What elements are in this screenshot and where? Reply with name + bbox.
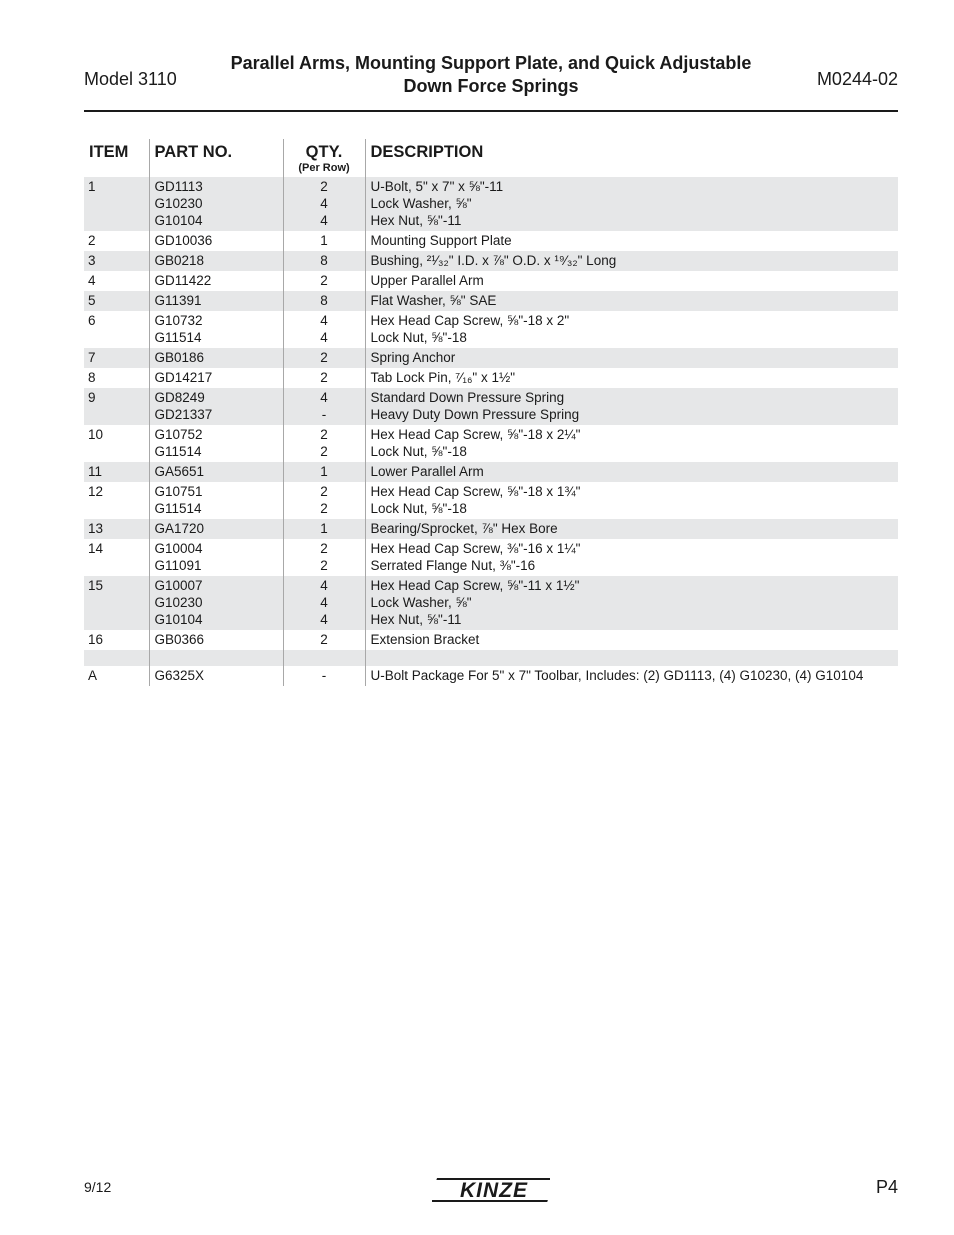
quantity: 2	[320, 541, 328, 556]
part-number: G10751	[154, 484, 203, 499]
description-cell	[365, 388, 898, 425]
description: Hex Nut, ⅝"-11	[370, 213, 462, 228]
quantity-cell	[283, 519, 365, 539]
spacer-cell	[283, 650, 365, 666]
part-number: GD1113	[154, 179, 203, 194]
part-number: G11514	[154, 330, 202, 345]
title-line-2: Down Force Springs	[403, 76, 579, 96]
quantity-cell	[283, 539, 365, 576]
part-number-cell	[149, 231, 283, 251]
description: Tab Lock Pin, ⁷⁄₁₆" x 1½"	[370, 370, 516, 385]
quantity: -	[321, 668, 327, 683]
table-row	[84, 630, 898, 650]
part-number-cell	[149, 630, 283, 650]
quantity: 2	[320, 273, 328, 288]
description-cell	[365, 177, 898, 231]
quantity-cell	[283, 462, 365, 482]
part-number-cell	[149, 348, 283, 368]
description: Bushing, ²¹⁄₃₂" I.D. x ⅞" O.D. x ¹⁹⁄₃₂" Long	[370, 253, 617, 268]
spacer-cell	[365, 650, 898, 666]
table-row	[84, 251, 898, 271]
description-cell	[365, 482, 898, 519]
quantity: -	[321, 407, 327, 422]
parts-table	[84, 139, 898, 686]
table-row	[84, 482, 898, 519]
part-number: GD14217	[154, 370, 213, 385]
kinze-logo-text: KINZE	[460, 1179, 528, 1202]
quantity: 4	[320, 313, 328, 328]
table-row	[84, 576, 898, 630]
item-cell: 4	[88, 273, 96, 288]
part-number: G10007	[154, 578, 203, 593]
header-qty-sub: (Per Row)	[298, 162, 350, 174]
table-row	[84, 519, 898, 539]
part-number-cell	[149, 666, 283, 686]
quantity: 4	[320, 612, 328, 627]
part-number-cell	[149, 271, 283, 291]
part-number: GD21337	[154, 407, 213, 422]
part-number-cell	[149, 177, 283, 231]
description-cell	[365, 251, 898, 271]
description: Lock Nut, ⅝"-18	[370, 444, 467, 459]
table-row	[84, 388, 898, 425]
description: Lock Nut, ⅝"-18	[370, 501, 467, 516]
header-part-no: PART NO.	[149, 139, 283, 177]
item-cell: 9	[84, 388, 149, 425]
quantity: 2	[320, 444, 328, 459]
description: Standard Down Pressure Spring	[370, 390, 565, 405]
part-number-cell	[149, 576, 283, 630]
quantity: 1	[320, 521, 328, 536]
quantity-cell	[283, 177, 365, 231]
header-item: ITEM	[89, 143, 129, 161]
page-number: P4	[875, 1177, 898, 1197]
part-number: G10752	[154, 427, 203, 442]
page-header	[84, 48, 898, 108]
quantity: 2	[320, 501, 328, 516]
part-number-cell	[149, 482, 283, 519]
table-spacer-row	[84, 650, 898, 666]
description: Lock Washer, ⅝"	[370, 595, 472, 610]
part-number: GB0366	[154, 632, 205, 647]
part-number: G11514	[154, 444, 202, 459]
description: Heavy Duty Down Pressure Spring	[370, 407, 580, 422]
quantity-cell	[283, 251, 365, 271]
description: Hex Head Cap Screw, ⅝"-11 x 1½"	[370, 578, 580, 593]
table-row	[84, 539, 898, 576]
quantity-cell	[283, 368, 365, 388]
quantity-cell	[283, 425, 365, 462]
quantity-cell	[283, 291, 365, 311]
quantity-cell	[283, 311, 365, 348]
description: Hex Head Cap Screw, ⅝"-18 x 1¾"	[370, 484, 581, 499]
quantity: 1	[320, 233, 328, 248]
table-row	[84, 177, 898, 231]
part-number-cell	[149, 311, 283, 348]
part-number: GB0186	[154, 350, 205, 365]
quantity: 4	[320, 196, 328, 211]
part-number: GD11422	[154, 273, 212, 288]
item-cell: 16	[88, 632, 104, 647]
table-row	[84, 462, 898, 482]
description-cell	[365, 462, 898, 482]
description-cell	[365, 425, 898, 462]
quantity-cell	[283, 231, 365, 251]
description-cell	[365, 576, 898, 630]
part-number: G10230	[154, 595, 203, 610]
item-cell: 10	[88, 427, 104, 442]
quantity-cell	[283, 576, 365, 630]
quantity-cell	[283, 348, 365, 368]
parts-table-body	[84, 177, 898, 686]
description: Extension Bracket	[370, 632, 480, 647]
description-cell	[365, 311, 898, 348]
table-row	[84, 231, 898, 251]
description-cell	[365, 539, 898, 576]
part-number-cell	[149, 388, 283, 425]
part-number: G6325X	[154, 668, 205, 683]
table-row	[84, 425, 898, 462]
item-cell: 2	[88, 233, 96, 248]
spacer-cell	[149, 650, 283, 666]
part-number: G10732	[154, 313, 203, 328]
table-header-row	[84, 139, 898, 177]
part-number-cell	[149, 425, 283, 462]
document-number: M0244-02	[816, 69, 898, 89]
item-cell: 5	[84, 291, 149, 311]
description: Hex Head Cap Screw, ⅜"-16 x 1¼"	[370, 541, 581, 556]
description: Lower Parallel Arm	[370, 464, 484, 479]
quantity: 1	[320, 464, 328, 479]
title-line-1: Parallel Arms, Mounting Support Plate, and Quick Adjustable	[230, 53, 752, 73]
description: Serrated Flange Nut, ⅜"-16	[370, 558, 536, 573]
quantity-cell	[283, 388, 365, 425]
item-cell: 1	[84, 177, 149, 231]
part-number: G10230	[154, 196, 203, 211]
description-cell	[365, 271, 898, 291]
part-number: G10104	[154, 213, 203, 228]
table-row	[84, 291, 898, 311]
item-cell: 6	[88, 313, 96, 328]
description-cell	[365, 368, 898, 388]
quantity: 2	[320, 632, 328, 647]
item-cell: 13	[84, 519, 149, 539]
part-number: G11091	[154, 558, 202, 573]
quantity: 2	[320, 350, 328, 365]
part-number-cell	[149, 251, 283, 271]
part-number: G11514	[154, 501, 202, 516]
description: Lock Washer, ⅝"	[370, 196, 472, 211]
quantity-cell	[283, 482, 365, 519]
quantity: 2	[320, 370, 328, 385]
description: U-Bolt Package For 5" x 7" Toolbar, Includes: (2) GD1113, (4) G10230, (4) G10104	[370, 668, 864, 683]
quantity: 2	[320, 484, 328, 499]
header-qty-label: QTY.	[305, 143, 343, 161]
part-number: G10104	[154, 612, 203, 627]
part-number: G11391	[154, 293, 202, 308]
description-cell	[365, 666, 898, 686]
item-cell: 15	[84, 576, 149, 630]
table-row	[84, 311, 898, 348]
item-cell: 14	[88, 541, 104, 556]
description-cell	[365, 231, 898, 251]
quantity: 8	[320, 253, 328, 268]
header-rule	[84, 110, 898, 112]
table-row	[84, 348, 898, 368]
description-cell	[365, 291, 898, 311]
description-cell	[365, 348, 898, 368]
quantity-cell	[283, 630, 365, 650]
part-number-cell	[149, 462, 283, 482]
description: Hex Head Cap Screw, ⅝"-18 x 2"	[370, 313, 570, 328]
part-number: GB0218	[154, 253, 205, 268]
description-cell	[365, 630, 898, 650]
quantity: 2	[320, 558, 328, 573]
item-cell: 8	[88, 370, 96, 385]
description: Lock Nut, ⅝"-18	[370, 330, 467, 345]
description: Spring Anchor	[370, 350, 456, 365]
item-cell: A	[88, 668, 98, 683]
quantity-cell	[283, 271, 365, 291]
page-title	[204, 52, 778, 98]
quantity: 8	[320, 293, 328, 308]
description-cell	[365, 519, 898, 539]
item-cell: 11	[84, 462, 149, 482]
quantity: 4	[320, 213, 328, 228]
part-number-cell	[149, 291, 283, 311]
header-qty	[283, 139, 365, 177]
quantity: 4	[320, 390, 328, 405]
description: U-Bolt, 5" x 7" x ⅝"-11	[370, 179, 504, 194]
item-cell: 3	[84, 251, 149, 271]
description: Upper Parallel Arm	[370, 273, 484, 288]
part-number: GA1720	[154, 521, 205, 536]
quantity: 2	[320, 427, 328, 442]
description: Hex Nut, ⅝"-11	[370, 612, 462, 627]
header-description: DESCRIPTION	[365, 139, 898, 177]
part-number: GD8249	[154, 390, 205, 405]
part-number-cell	[149, 368, 283, 388]
quantity: 4	[320, 578, 328, 593]
kinze-logo	[432, 1175, 550, 1205]
model-label: Model 3110	[84, 69, 177, 89]
item-cell: 7	[84, 348, 149, 368]
quantity-cell	[283, 666, 365, 686]
spacer-cell	[84, 650, 149, 666]
description: Bearing/Sprocket, ⅞" Hex Bore	[370, 521, 558, 536]
quantity: 4	[320, 330, 328, 345]
part-number-cell	[149, 539, 283, 576]
quantity: 2	[320, 179, 328, 194]
quantity: 4	[320, 595, 328, 610]
description: Mounting Support Plate	[370, 233, 512, 248]
item-cell: 12	[88, 484, 104, 499]
part-number-cell	[149, 519, 283, 539]
table-row	[84, 368, 898, 388]
part-number: G10004	[154, 541, 203, 556]
table-row	[84, 271, 898, 291]
table-row	[84, 666, 898, 686]
footer-date: 9/12	[84, 1179, 112, 1195]
part-number: GA5651	[154, 464, 205, 479]
description: Hex Head Cap Screw, ⅝"-18 x 2¼"	[370, 427, 581, 442]
part-number: GD10036	[154, 233, 213, 248]
description: Flat Washer, ⅝" SAE	[370, 293, 497, 308]
